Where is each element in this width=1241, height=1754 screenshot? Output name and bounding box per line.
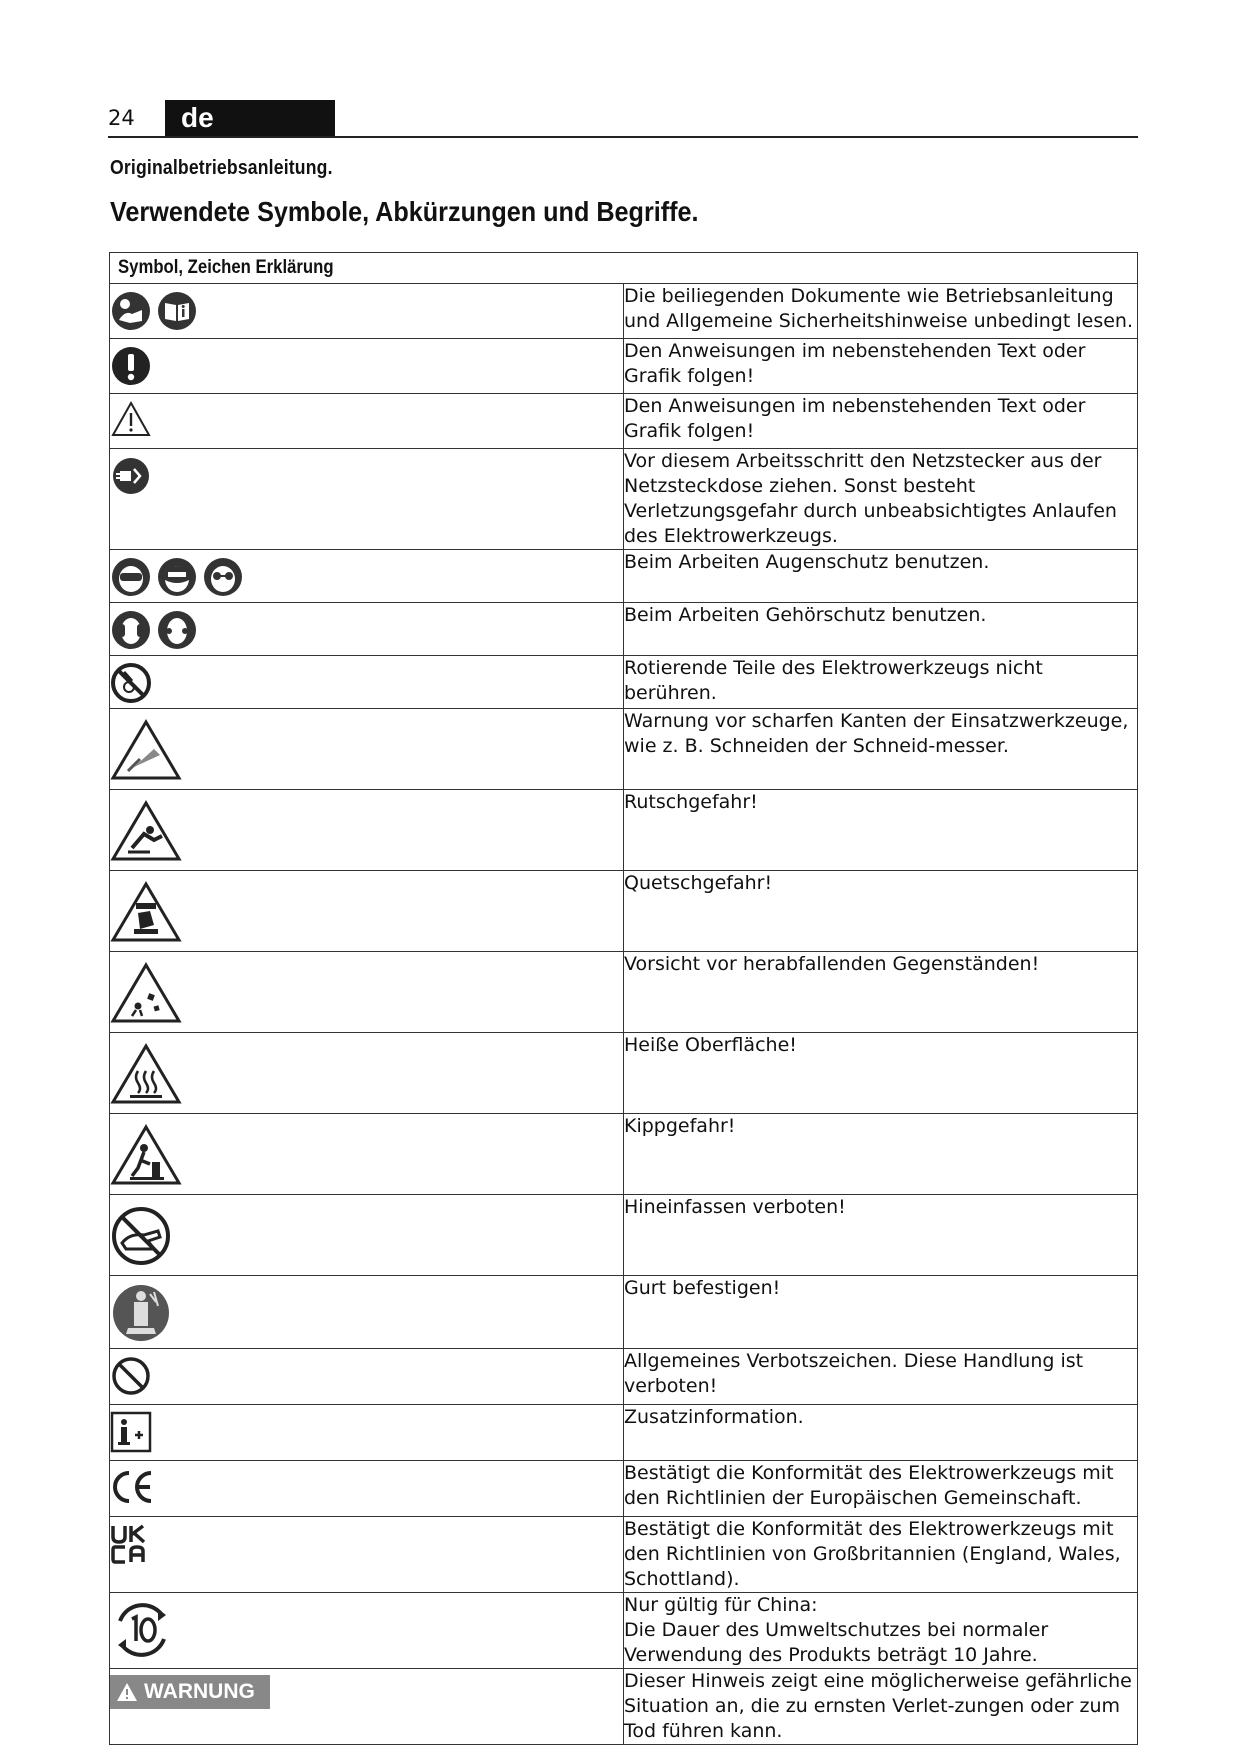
- symbol-cell: [110, 284, 624, 339]
- symbol-cell: [110, 550, 624, 603]
- table-row: [110, 1461, 1138, 1517]
- table-row: [110, 339, 1138, 394]
- explanation-cell: Warnung vor scharfen Kanten der Einsatzwerkzeuge, wie z. B. Schneiden der Schneid-messer.: [624, 709, 1138, 790]
- explanation-line: Nur gültig für China:: [624, 1594, 818, 1616]
- explanation-cell: Rutschgefahr!: [624, 790, 1138, 871]
- info-book-icon: [156, 290, 198, 332]
- explanation-cell: Die beiliegenden Dokumente wie Betriebsanleitung und Allgemeine Sicherheitshinweise unbedingt lesen.: [624, 284, 1138, 339]
- symbol-cell: [110, 1593, 624, 1669]
- explanation-line: Die Dauer des Umweltschutzes bei normaler Verwendung des Produkts beträgt 10 Jahre.: [624, 1619, 1049, 1666]
- warning-badge-icon: [116, 1682, 138, 1702]
- symbols-table: [109, 252, 1138, 1745]
- tipping-hazard-icon: [110, 1124, 182, 1186]
- table-row: [110, 1114, 1138, 1195]
- symbol-cell: [110, 1517, 624, 1593]
- goggles-icon: [110, 556, 152, 598]
- explanation-cell: [624, 1593, 1138, 1669]
- table-row: [110, 790, 1138, 871]
- symbol-cell: [110, 871, 624, 952]
- crush-hazard-icon: [110, 881, 182, 943]
- symbol-cell: [110, 952, 624, 1033]
- fasten-strap-icon: [110, 1282, 172, 1344]
- earmuffs-icon: [110, 609, 152, 651]
- symbol-cell: [110, 1461, 624, 1517]
- explanation-cell: Heiße Oberfläche!: [624, 1033, 1138, 1114]
- table-row: [110, 1349, 1138, 1405]
- table-row: [110, 449, 1138, 550]
- table-row: [110, 1276, 1138, 1349]
- explanation-cell: Den Anweisungen im nebenstehenden Text oder Grafik folgen!: [624, 394, 1138, 449]
- symbol-cell: [110, 1669, 624, 1745]
- table-header: Symbol, Zeichen Erklärung: [110, 253, 1138, 284]
- explanation-cell: Hineinfassen verboten!: [624, 1195, 1138, 1276]
- explanation-cell: Bestätigt die Konformität des Elektrowerkzeugs mit den Richtlinien von Großbritannien (England, Wales, Schottland).: [624, 1517, 1138, 1593]
- symbol-cell: [110, 709, 624, 790]
- symbol-cell: [110, 656, 624, 709]
- symbol-cell: [110, 1114, 624, 1195]
- table-row: [110, 1593, 1138, 1669]
- table-row: [110, 1033, 1138, 1114]
- warning-badge-label: WARNUNG: [144, 1680, 255, 1703]
- symbol-cell: [110, 1033, 624, 1114]
- falling-objects-icon: [110, 962, 182, 1024]
- explanation-cell: Vorsicht vor herabfallenden Gegenständen!: [624, 952, 1138, 1033]
- explanation-cell: Vor diesem Arbeitsschritt den Netzstecker aus der Netzsteckdose ziehen. Sonst besteht Verletzungsgefahr durch unbeabsichtigtes Anlaufen des Elektrowerkzeugs.: [624, 449, 1138, 550]
- page-header: [108, 100, 1138, 138]
- unplug-icon: [110, 455, 152, 497]
- earplugs-icon: [156, 609, 198, 651]
- table-row: [110, 871, 1138, 952]
- explanation-cell: Bestätigt die Konformität des Elektrowerkzeugs mit den Richtlinien der Europäischen Gemeinschaft.: [624, 1461, 1138, 1517]
- header-rule: [108, 136, 1138, 138]
- table-row: [110, 952, 1138, 1033]
- explanation-cell: Allgemeines Verbotszeichen. Diese Handlung ist verboten!: [624, 1349, 1138, 1405]
- explanation-cell: Beim Arbeiten Augenschutz benutzen.: [624, 550, 1138, 603]
- hot-surface-icon: [110, 1043, 182, 1105]
- table-row: [110, 1405, 1138, 1461]
- explanation-cell: Kippgefahr!: [624, 1114, 1138, 1195]
- sharp-edges-icon: [110, 719, 182, 781]
- table-row: [110, 709, 1138, 790]
- table-row: [110, 550, 1138, 603]
- explanation-cell: Den Anweisungen im nebenstehenden Text oder Grafik folgen!: [624, 339, 1138, 394]
- no-reaching-icon: [110, 1205, 172, 1267]
- explanation-cell: Quetschgefahr!: [624, 871, 1138, 952]
- explanation-cell: Rotierende Teile des Elektrowerkzeugs nicht berühren.: [624, 656, 1138, 709]
- table-header-row: [110, 253, 1138, 284]
- no-touch-rotating-icon: [110, 662, 152, 704]
- explanation-cell: Zusatzinformation.: [624, 1405, 1138, 1461]
- safety-glasses-icon: [202, 556, 244, 598]
- table-row: [110, 1669, 1138, 1745]
- explanation-cell: Dieser Hinweis zeigt eine möglicherweise gefährliche Situation an, die zu ernsten Verlet-zungen oder zum Tod führen kann.: [624, 1669, 1138, 1745]
- table-row: [110, 1517, 1138, 1593]
- table-row: [110, 394, 1138, 449]
- ce-mark-icon: [110, 1467, 156, 1507]
- symbol-cell: [110, 449, 624, 550]
- document-title: Verwendete Symbole, Abkürzungen und Begriffe.: [110, 196, 699, 227]
- explanation-cell: Gurt befestigen!: [624, 1276, 1138, 1349]
- warning-triangle-icon: [110, 400, 152, 438]
- slip-hazard-icon: [110, 800, 182, 862]
- prohibition-icon: [110, 1355, 152, 1397]
- face-shield-icon: [156, 556, 198, 598]
- table-row: [110, 656, 1138, 709]
- table-row: [110, 284, 1138, 339]
- china-10-years-icon: [110, 1599, 174, 1661]
- warning-badge: [110, 1675, 270, 1709]
- symbol-cell: [110, 790, 624, 871]
- symbol-cell: [110, 603, 624, 656]
- table-row: [110, 603, 1138, 656]
- ukca-mark-icon: [110, 1523, 150, 1565]
- symbol-cell: [110, 394, 624, 449]
- read-manual-icon: [110, 290, 152, 332]
- symbol-cell: [110, 339, 624, 394]
- language-badge: de: [165, 100, 335, 136]
- additional-info-icon: [110, 1411, 152, 1453]
- mandatory-exclamation-icon: [110, 345, 152, 387]
- symbol-cell: [110, 1405, 624, 1461]
- symbol-cell: [110, 1195, 624, 1276]
- symbol-cell: [110, 1349, 624, 1405]
- explanation-cell: Beim Arbeiten Gehörschutz benutzen.: [624, 603, 1138, 656]
- page-number: 24: [108, 106, 135, 130]
- document-subtitle: Originalbetriebsanleitung.: [110, 157, 333, 179]
- table-row: [110, 1195, 1138, 1276]
- symbol-cell: [110, 1276, 624, 1349]
